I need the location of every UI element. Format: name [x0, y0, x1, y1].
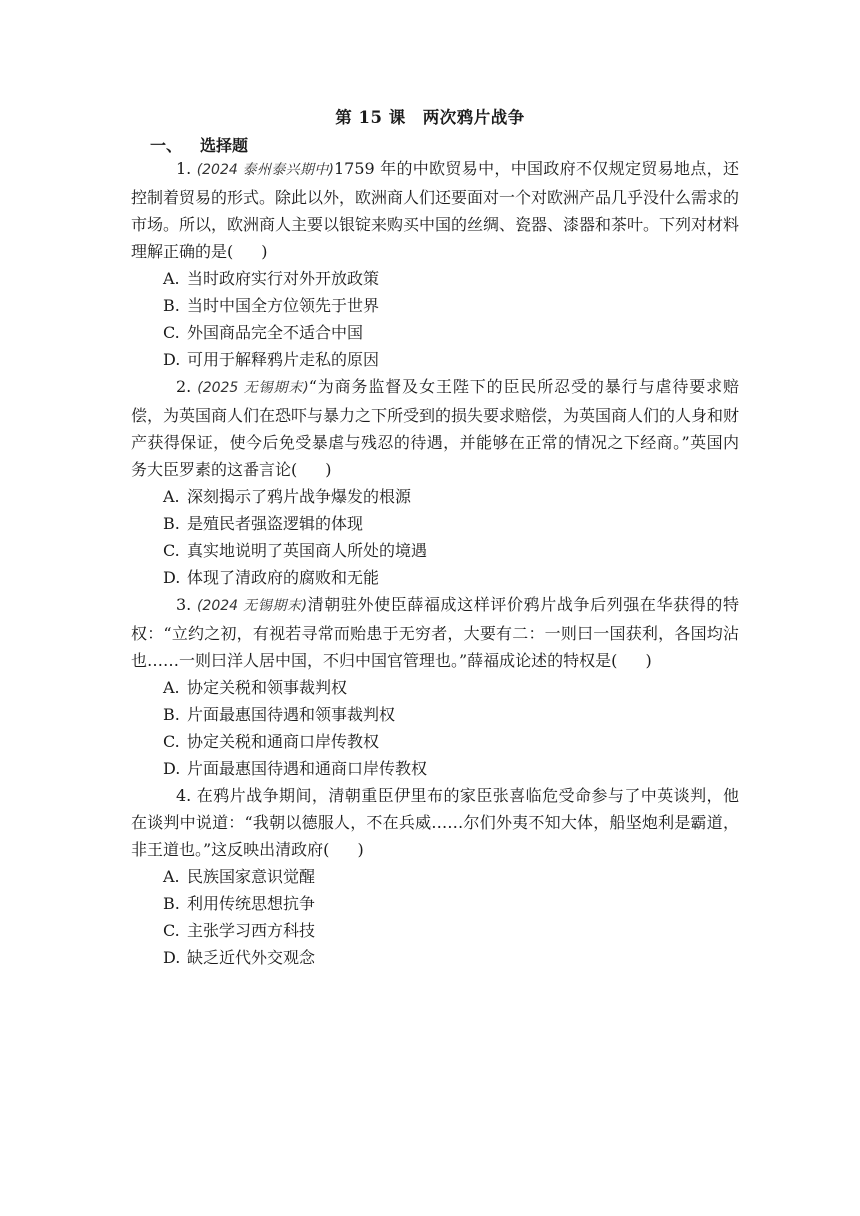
option-a[interactable]	[131, 863, 739, 890]
option-text: 片面最惠国待遇和通商口岸传教权	[187, 759, 428, 778]
option-letter: D.	[163, 350, 181, 369]
answer-blank-close: )	[261, 242, 268, 261]
option-d[interactable]	[131, 564, 739, 591]
option-b[interactable]	[131, 510, 739, 537]
option-c[interactable]	[131, 537, 739, 564]
answer-blank-close: )	[645, 651, 652, 670]
question-source: (2025 无锡期末)	[197, 380, 309, 396]
section-heading	[150, 133, 248, 156]
option-b[interactable]	[131, 701, 739, 728]
option-d[interactable]	[131, 346, 739, 373]
option-letter: D.	[163, 759, 181, 778]
question-source: (2024 无锡期末)	[196, 598, 308, 614]
question-text: 在鸦片战争期间，清朝重臣伊里布的家臣张喜临危受命参与了中英谈判，他在谈判中说道：“我朝以德服人，不在兵威……尔们外夷不知大体，船坚炮利是霸道，非王道也。”这反映出清政府(	[131, 786, 739, 859]
option-letter: B.	[163, 705, 180, 724]
question-number: 3.	[176, 595, 192, 614]
question-1	[131, 155, 739, 373]
question-text: “为商务监督及女王陛下的臣民所忍受的暴行与虐待要求赔偿，为英国商人们在恐吓与暴力之下所受到的损失要求赔偿，为英国商人们的人身和财产获得保证，使今后免受暴虐与残忍的待遇，并能够在正常的情况之下经商。”英国内务大臣罗素的这番言论(	[131, 377, 740, 479]
option-letter: B.	[163, 514, 180, 533]
option-c[interactable]	[131, 319, 739, 346]
option-c[interactable]	[131, 917, 739, 944]
option-a[interactable]	[131, 674, 739, 701]
option-text: 当时政府实行对外开放政策	[187, 269, 380, 288]
option-text: 外国商品完全不适合中国	[187, 323, 364, 342]
option-letter: B.	[163, 894, 180, 913]
answer-blank-close: )	[325, 460, 332, 479]
option-text: 深刻揭示了鸦片战争爆发的根源	[187, 487, 412, 506]
option-text: 可用于解释鸦片走私的原因	[187, 350, 380, 369]
option-letter: C.	[163, 921, 180, 940]
question-3	[131, 591, 739, 782]
option-c[interactable]	[131, 728, 739, 755]
option-letter: A.	[163, 487, 180, 506]
option-letter: D.	[163, 568, 181, 587]
option-text: 体现了清政府的腐败和无能	[187, 568, 380, 587]
question-stem	[131, 155, 739, 265]
option-b[interactable]	[131, 890, 739, 917]
question-source: (2024 泰州泰兴期中)	[196, 162, 334, 178]
option-letter: A.	[163, 867, 180, 886]
question-stem	[131, 591, 739, 674]
question-2	[131, 373, 739, 591]
answer-blank-close: )	[357, 840, 364, 859]
option-letter: A.	[163, 678, 180, 697]
option-text: 民族国家意识觉醒	[187, 867, 316, 886]
option-d[interactable]	[131, 944, 739, 971]
section-number: 一、	[150, 136, 183, 155]
option-text: 利用传统思想抗争	[187, 894, 316, 913]
option-text: 缺乏近代外交观念	[187, 948, 316, 967]
option-letter: D.	[163, 948, 181, 967]
question-text: 1759 年的中欧贸易中，中国政府不仅规定贸易地点，还控制着贸易的形式。除此以外，欧洲商人们还要面对一个对欧洲产品几乎没什么需求的市场。所以，欧洲商人主要以银锭来购买中国的丝绸、瓷器、漆器和茶叶。下列对材料理解正确的是(	[131, 159, 740, 261]
option-text: 协定关税和领事裁判权	[187, 678, 348, 697]
option-letter: A.	[163, 269, 180, 288]
question-4	[131, 782, 739, 971]
option-text: 主张学习西方科技	[187, 921, 316, 940]
option-text: 是殖民者强盗逻辑的体现	[187, 514, 364, 533]
option-text: 协定关税和通商口岸传教权	[187, 732, 380, 751]
question-number: 4.	[176, 786, 192, 805]
option-letter: C.	[163, 541, 180, 560]
question-stem	[131, 782, 739, 863]
question-list	[131, 155, 739, 971]
question-number: 1.	[176, 159, 192, 178]
lesson-title: 第 15 课 两次鸦片战争	[335, 108, 525, 127]
option-d[interactable]	[131, 755, 739, 782]
option-a[interactable]	[131, 265, 739, 292]
section-label: 选择题	[200, 136, 249, 155]
option-text: 片面最惠国待遇和领事裁判权	[187, 705, 396, 724]
question-text: 清朝驻外使臣薛福成这样评价鸦片战争后列强在华获得的特权：“立约之初，有视若寻常而贻患于无穷者，大要有二：一则曰一国获利，各国均沾也……一则曰洋人居中国，不归中国官管理也。”薛福成论述的特权是(	[131, 595, 739, 670]
question-number: 2.	[176, 377, 192, 396]
option-text: 当时中国全方位领先于世界	[187, 296, 380, 315]
option-text: 真实地说明了英国商人所处的境遇	[187, 541, 428, 560]
option-letter: C.	[163, 732, 180, 751]
question-stem	[131, 373, 739, 483]
option-letter: B.	[163, 296, 180, 315]
option-a[interactable]	[131, 483, 739, 510]
option-letter: C.	[163, 323, 180, 342]
option-b[interactable]	[131, 292, 739, 319]
